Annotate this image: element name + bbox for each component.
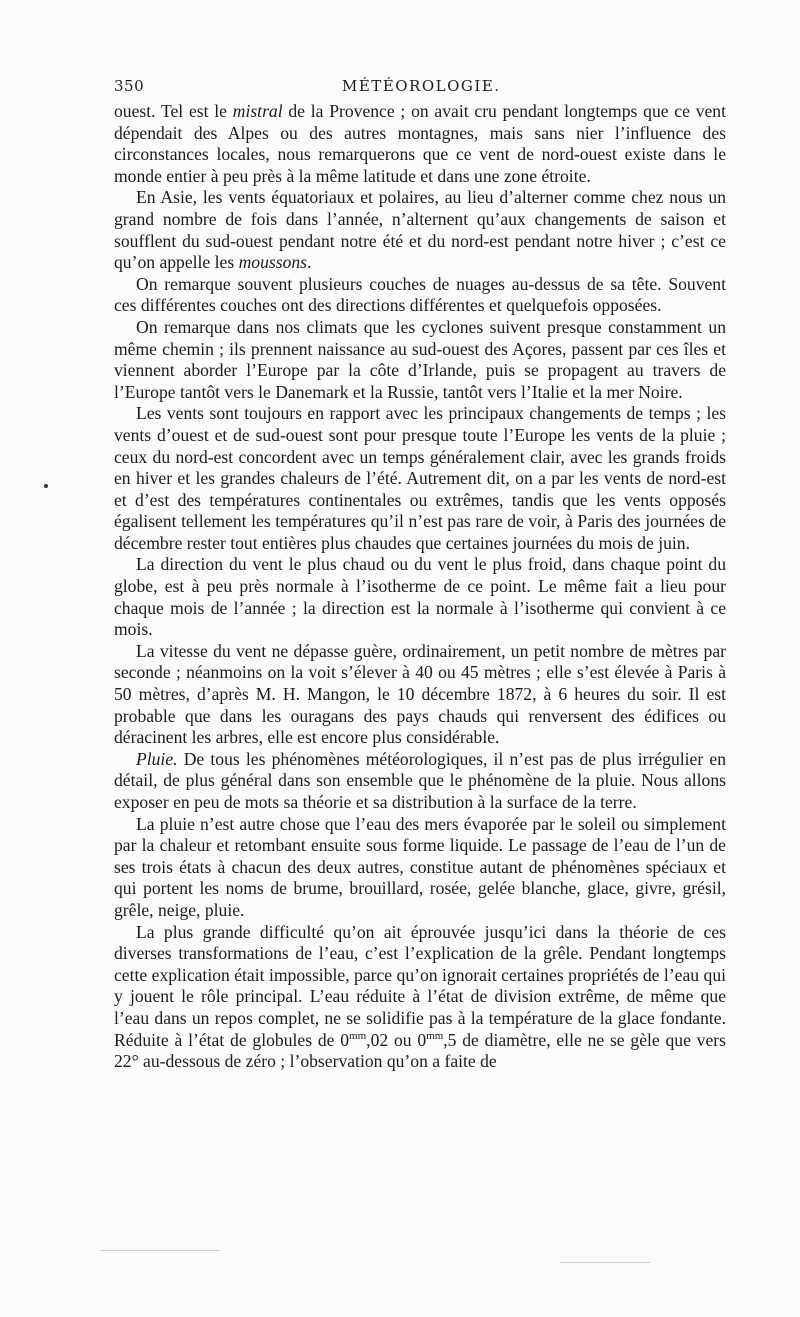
- paragraph-cyclones: On remarque dans nos climats que les cyclones suivent presque constamment un même chemin ; ils prennent naissance au sud-ouest des Açores, passent par ces îles et viennent aborder l’Europe par la côte d’Irlande, puis se propagent au travers de l’Europe tantôt vers le Danemark et la Russie, tantôt vers l’Italie et la mer Noire.: [114, 316, 726, 402]
- ink-spot: [44, 484, 48, 488]
- unit-superscript: mm: [349, 1029, 367, 1042]
- body-text: [114, 101, 726, 1073]
- page-number: 350: [114, 77, 145, 95]
- text-run: ,5 de diamètre, elle ne se gèle que vers 22° au-dessous de zéro ; l’observation qu’on a faite de: [114, 1029, 726, 1072]
- text-run: ,02 ou 0: [366, 1029, 427, 1050]
- text-run: En Asie, les vents équatoriaux et polaires, au lieu d’alterner comme chez nous un grand nombre de fois dans l’année, n’alternent qu’aux changements de saison et soufflent du sud-ouest pendant notre été et du nord-est pendant notre hiver ; c’est ce qu’on appelle les: [114, 187, 726, 273]
- text-run: La plus grande difficulté qu’on ait éprouvée jusqu’ici dans la théorie de ces diverses transformations de l’eau, c’est l’explication de la grêle. Pendant longtemps cette explication était impossible, parce qu’on ignorait certaines propriétés de l’eau qui y jouent le rôle principal. L’eau réduite à l’état de division extrême, de même que l’eau dans un repos complet, ne se solidifie pas à la température de la glace fondante. Réduite à l’état de globules de 0: [114, 921, 726, 1050]
- text-run: .: [307, 252, 312, 273]
- emphasis-moussons: moussons: [238, 252, 308, 273]
- emphasis-mistral: mistral: [232, 101, 283, 121]
- paragraph-cloud-layers: On remarque souvent plusieurs couches de nuages au-dessus de sa tête. Souvent ces différentes couches ont des directions différentes et quelquefois opposées.: [114, 273, 726, 316]
- paragraph-wind-direction: La direction du vent le plus chaud ou du vent le plus froid, dans chaque point du globe, est à peu près normale à l’isotherme de ce point. Le même fait a lieu pour chaque mois de l’année ; la direction est la normale à l’isotherme qui convient à ce mois.: [114, 554, 726, 640]
- text-run: de la Provence ; on avait cru pendant longtemps que ce vent dépendait des Alpes ou des autres montagnes, mais sans nier l’influence des circonstances locales, nous remarquerons que ce vent de nord-ouest existe dans le monde entier à peu près à la même latitude et dans une zone étroite.: [114, 101, 726, 186]
- paragraph-wind-speed: La vitesse du vent ne dépasse guère, ordinairement, un petit nombre de mètres par seconde ; néanmoins on la voit s’élever à 40 ou 45 mètres ; elle s’est élevée à Paris à 50 mètres, d’après M. H. Mangon, le 10 décembre 1872, à 6 heures du soir. Il est probable que dans les ouragans des pays chauds qui renversent des édifices ou déracinent les arbres, elle est encore plus considérable.: [114, 640, 726, 748]
- running-title: MÉTÉOROLOGIE.: [342, 77, 501, 95]
- paragraph-winds-weather: Les vents sont toujours en rapport avec les principaux changements de temps ; les vents d’ouest et de sud-ouest sont pour presque toute l’Europe les vents de la pluie ; ceux du nord-est concordent avec un temps généralement clair, avec les grands froids en hiver et les grandes chaleurs de l’été. Autrement dit, on a par les vents de nord-est et d’est des températures continentales ou extrêmes, tandis que les vents opposés égalisent tellement les températures qu’il n’est pas rare de voir, à Paris des journées de décembre rester tout entières plus chaudes que certaines journées du mois de juin.: [114, 403, 726, 553]
- scan-speck: [560, 1262, 650, 1263]
- paragraph-mistral: [114, 101, 726, 187]
- paragraph-moussons: [114, 187, 726, 273]
- scan-speck: [100, 1250, 220, 1251]
- section-heading-pluie: Pluie.: [136, 748, 178, 769]
- text-run: ouest. Tel est le: [114, 101, 233, 121]
- paragraph-pluie: [114, 749, 726, 814]
- paragraph-hail: [114, 922, 726, 1073]
- text-run: De tous les phénomènes météorologiques, il n’est pas de plus irrégulier en détail, de plus général dans son ensemble que le phénomène de la pluie. Nous allons exposer en peu de mots sa théorie et sa distribution à la surface de la terre.: [114, 748, 726, 812]
- unit-superscript: mm: [426, 1029, 444, 1042]
- running-head: [114, 73, 726, 101]
- paragraph-rain-definition: La pluie n’est autre chose que l’eau des mers évaporée par le soleil ou simplement par la chaleur et retombant ensuite sous forme liquide. Le passage de l’eau de l’un de ses trois états à chacun des deux autres, constitue autant de phénomènes spéciaux et qui portent les noms de brume, brouillard, rosée, gelée blanche, glace, givre, grésil, grêle, neige, pluie.: [114, 813, 726, 920]
